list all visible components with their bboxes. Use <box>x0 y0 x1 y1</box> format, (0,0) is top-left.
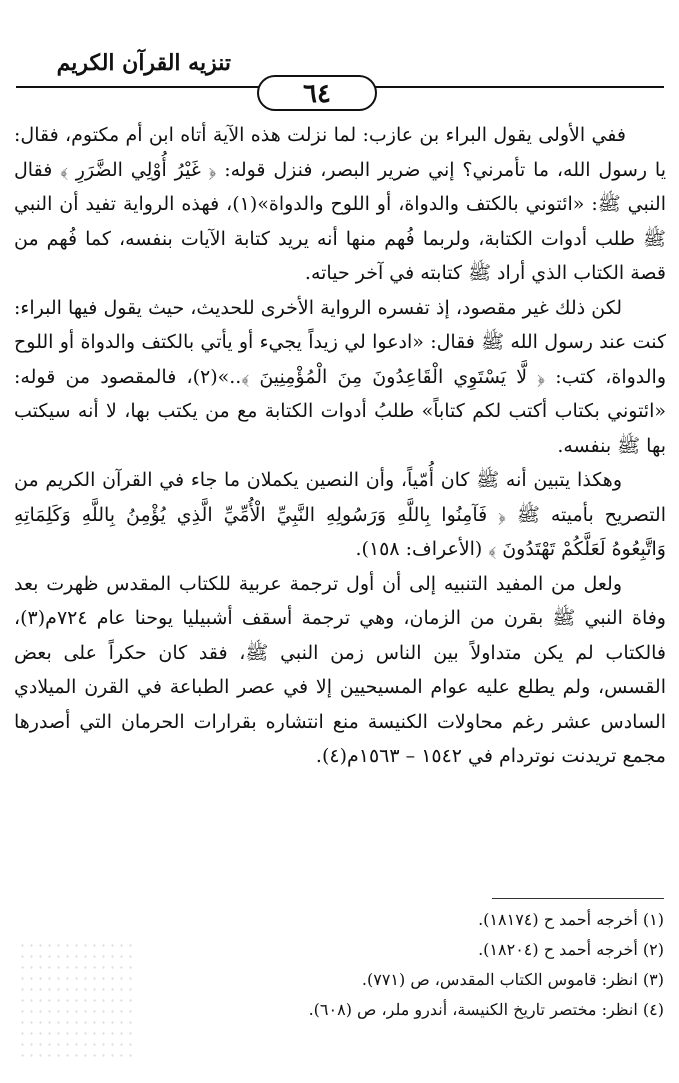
footnote-divider <box>492 898 664 899</box>
running-header-title: تنزيه القرآن الكريم <box>56 50 231 76</box>
scan-noise <box>18 940 138 1060</box>
footnote-4: (٤) انظر: مختصر تاريخ الكنيسة، أندرو ملر، ص (٦٠٨). <box>308 1000 664 1019</box>
main-text <box>14 118 666 774</box>
paragraph-3: وهكذا يتبين أنه ﷺ كان أُمّياً، وأن النصين يكملان ما جاء في القرآن الكريم من التصريح بأميته ﷺ ﴿ فَآمِنُوا بِاللَّهِ وَرَسُولِهِ النَّبِيِّ الْأُمِّيِّ الَّذِي يُؤْمِنُ بِاللَّهِ وَكَلِمَاتِهِ وَاتَّبِعُوهُ لَعَلَّكُمْ تَهْتَدُونَ ﴾ (الأعراف: ١٥٨). <box>14 469 666 560</box>
footnote-3: (٣) انظر: قاموس الكتاب المقدس، ص (٧٧١). <box>361 970 664 989</box>
footnote-2: (٢) أخرجه أحمد ح (١٨٢٠٤). <box>478 940 664 959</box>
page-number-badge: ٦٤ <box>257 75 377 111</box>
paragraph-4: ولعل من المفيد التنبيه إلى أن أول ترجمة عربية للكتاب المقدس ظهرت بعد وفاة النبي ﷺ بقرن من الزمان، وهي ترجمة أسقف أشبيليا يوحنا عام ٧٢٤م(٣)، فالكتاب لم يكن متداولاً بين الناس زمن النبي ﷺ، فقد كان حكراً على بعض القسس، ولم يطلع عليه عوام المسيحيين إلا في عصر الطباعة في القرن الميلادي السادس عشر رغم محاولات الكنيسة منع انتشاره بقرارات الحرمان التي أصدرها مجمع تريدنت نوتردام في ١٥٤٢ – ١٥٦٣م(٤). <box>14 572 666 767</box>
footnote-1: (١) أخرجه أحمد ح (١٨١٧٤). <box>478 910 664 929</box>
paragraph-1: ففي الأولى يقول البراء بن عازب: لما نزلت هذه الآية أتاه ابن أم مكتوم، فقال: يا رسول الله، ما تأمرني؟ إني ضرير البصر، فنزل قوله: ﴿ غَيْرُ أُوْلِي الضَّرَرِ ﴾ فقال النبي ﷺ: «ائتوني بالكتف والدواة، أو اللوح والدواة»(١)، فهذه الرواية تفيد أن النبي ﷺ طلب أدوات الكتابة، ولربما فُهم منها أنه يريد كتابة الآيات بنفسه، كما فُهم من قصة الكتاب الذي أراد ﷺ كتابته في آخر حياته. <box>14 124 666 284</box>
paragraph-2: لكن ذلك غير مقصود، إذ تفسره الرواية الأخرى للحديث، حيث يقول فيها البراء: كنت عند رسول الله ﷺ فقال: «ادعوا لي زيداً يجيء أو يأتي بالكتف والدواة أو اللوح والدواة، كتب: ﴿ لَّا يَسْتَوِي الْقَاعِدُونَ مِنَ الْمُؤْمِنِينَ ﴾..»(٢)، فالمقصود من قوله: «ائتوني بكتاب أكتب لكم كتاباً» طلبُ أدوات الكتابة مع من يكتب بها، لا أنه سيكتب بها ﷺ بنفسه. <box>14 296 667 457</box>
